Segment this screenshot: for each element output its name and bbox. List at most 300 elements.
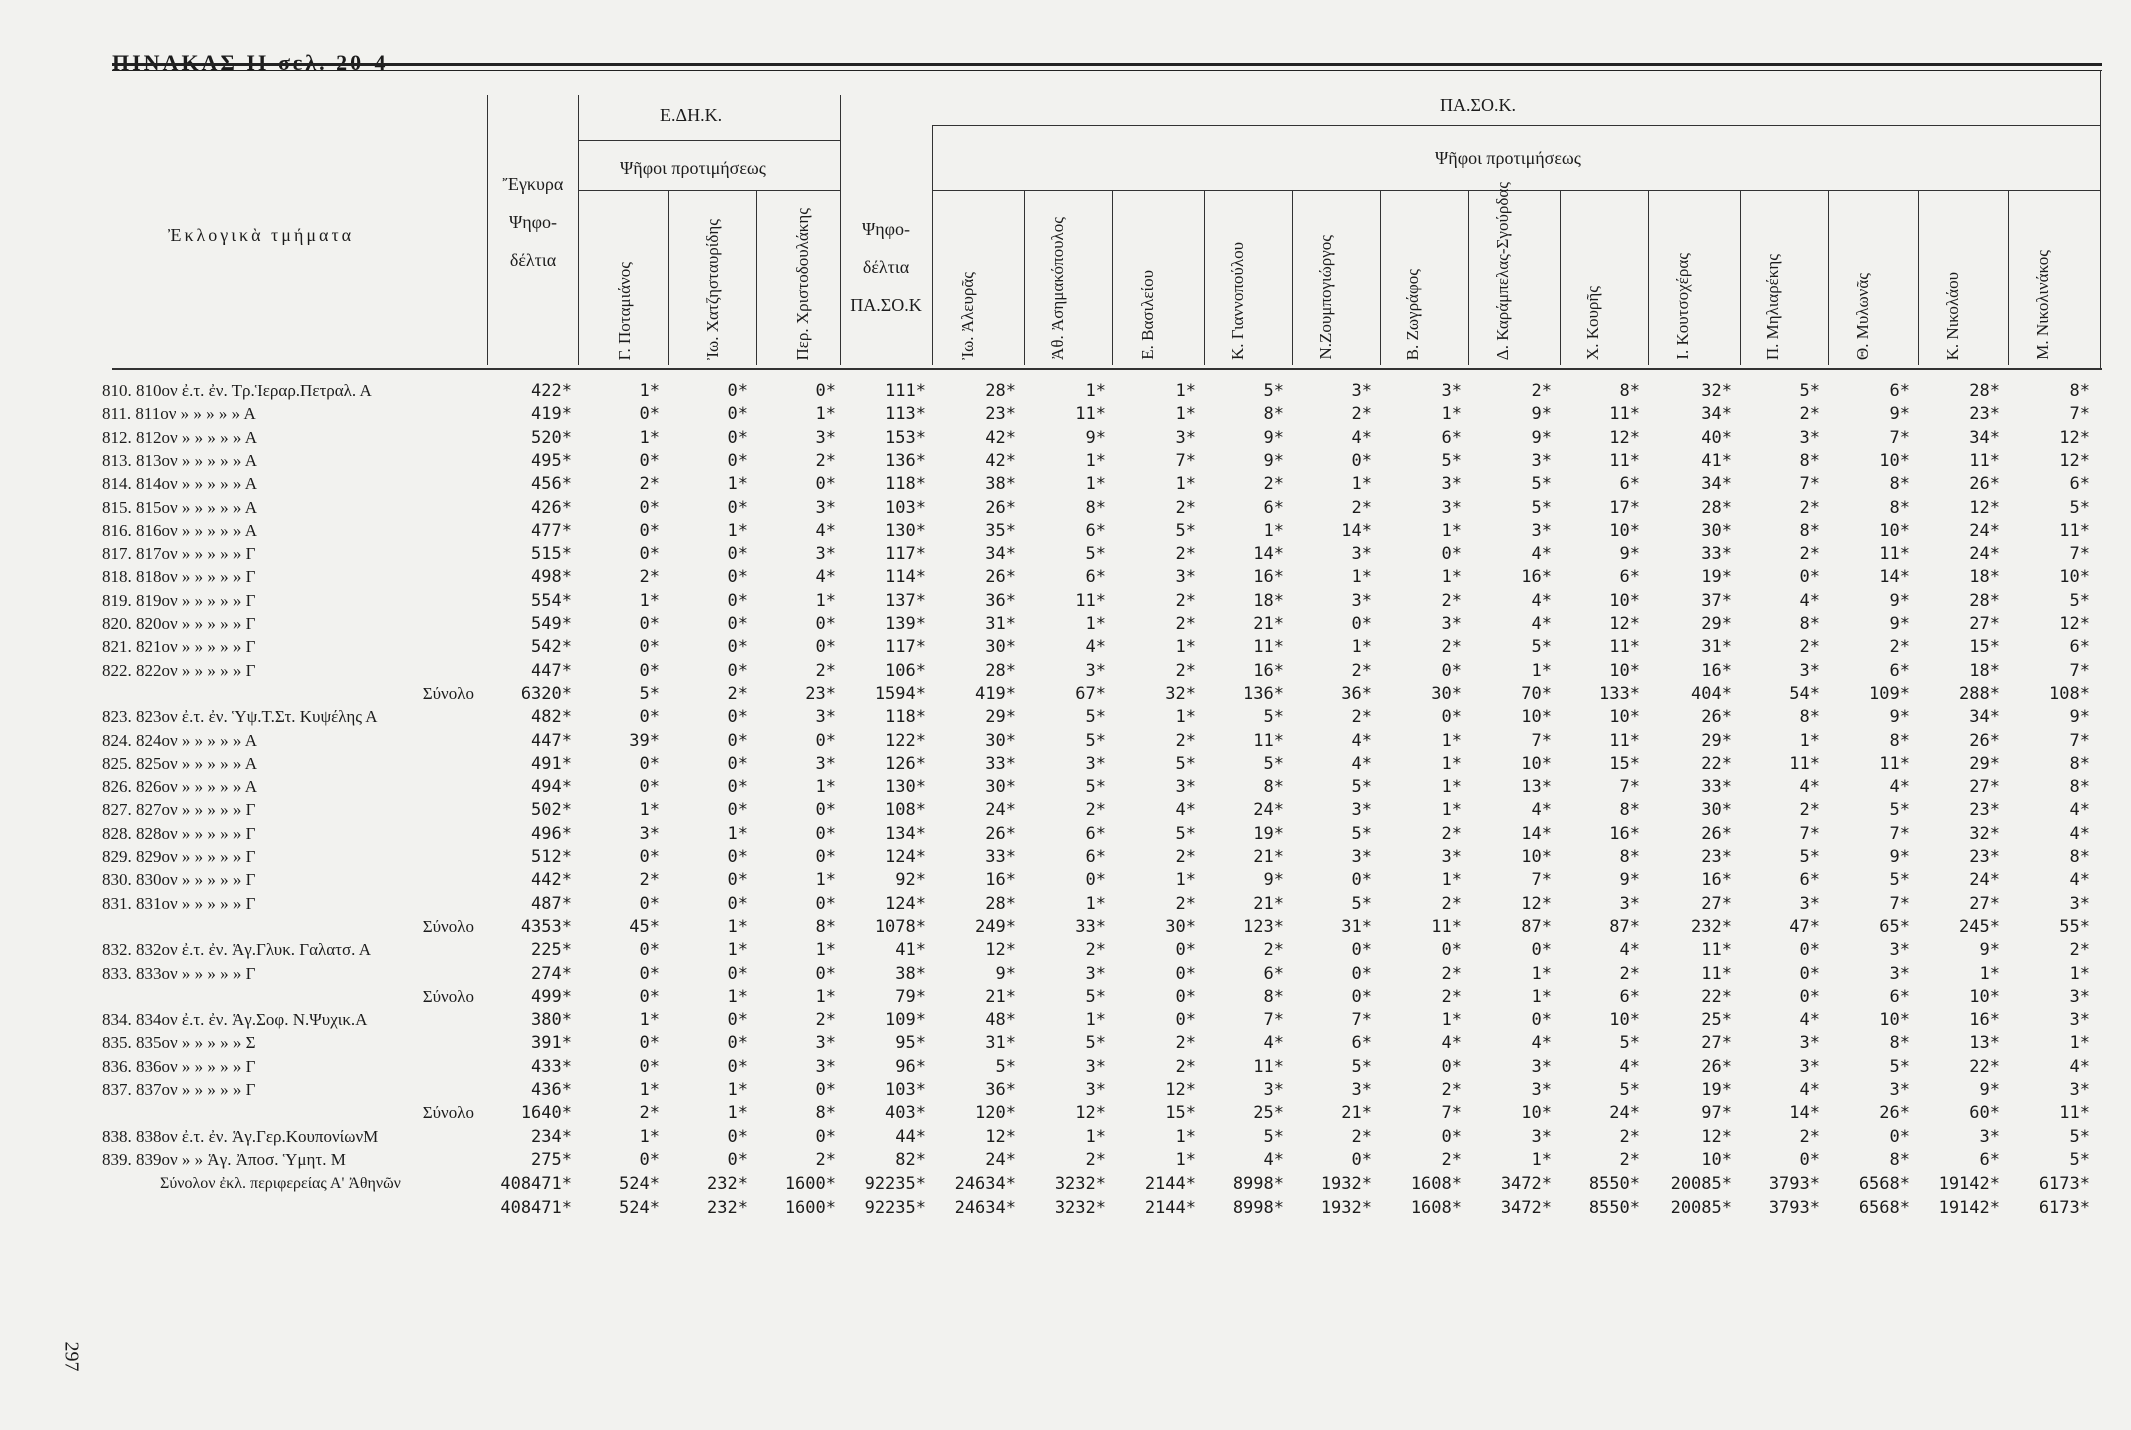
table-cell: 3* xyxy=(1799,428,1820,448)
table-cell: 0* xyxy=(1889,1127,1910,1147)
candidate-header: Ἰω. Χατζησταυρίδης xyxy=(703,219,722,360)
table-cell: 9* xyxy=(1531,428,1552,448)
table-cell: 0* xyxy=(727,591,748,611)
row-label: 817. 817ον » » » » » Γ xyxy=(102,544,256,563)
table-cell: 10* xyxy=(1609,1010,1640,1030)
candidate-header: Χ. Κουρῆς xyxy=(1583,285,1602,360)
table-cell: 0* xyxy=(727,870,748,890)
table-cell: 8* xyxy=(1263,987,1284,1007)
table-cell: 4* xyxy=(1531,614,1552,634)
table-cell: 1* xyxy=(1175,707,1196,727)
table-cell: 2* xyxy=(1799,800,1820,820)
table-cell: 2* xyxy=(1175,1033,1196,1053)
table-cell: 9* xyxy=(1889,707,1910,727)
table-cell: 1600* xyxy=(784,1174,836,1194)
table-cell: 442* xyxy=(531,870,572,890)
row-label: 813. 813ον » » » » » Α xyxy=(102,451,258,470)
table-cell: 1* xyxy=(1441,1010,1462,1030)
table-cell: 482* xyxy=(531,707,572,727)
table-cell: 1* xyxy=(727,521,748,541)
table-cell: 2* xyxy=(1175,731,1196,751)
table-cell: 496* xyxy=(531,824,572,844)
table-cell: 19* xyxy=(1701,567,1732,587)
party1-header: Ε.ΔΗ.Κ. xyxy=(660,105,723,125)
table-row xyxy=(0,403,2131,425)
table-cell: 2* xyxy=(1441,1150,1462,1170)
table-cell: 10* xyxy=(1701,1150,1732,1170)
table-cell: 3* xyxy=(2069,1010,2090,1030)
table-cell: 32* xyxy=(1165,684,1196,704)
table-cell: 3* xyxy=(1799,1057,1820,1077)
table-row xyxy=(0,590,2131,612)
table-cell: 5* xyxy=(1085,707,1106,727)
subtotal-row xyxy=(0,916,2131,938)
table-cell: 21* xyxy=(1253,847,1284,867)
table-cell: 45* xyxy=(629,917,660,937)
table-cell: 0* xyxy=(727,1127,748,1147)
table-cell: 126* xyxy=(885,754,926,774)
table-cell: 1* xyxy=(815,777,836,797)
table-cell: 3* xyxy=(815,754,836,774)
table-cell: 2* xyxy=(815,451,836,471)
table-cell: 21* xyxy=(1253,614,1284,634)
table-cell: 3232* xyxy=(1054,1174,1106,1194)
table-cell: 0* xyxy=(639,661,660,681)
candidate-header: Θ. Μυλωνᾶς xyxy=(1853,272,1872,360)
table-cell: 103* xyxy=(885,1080,926,1100)
row-label: 839. 839ον » » Ἁγ. Ἀποσ. Ὑμητ. Μ xyxy=(102,1150,346,1169)
table-cell: 7* xyxy=(2069,404,2090,424)
table-cell: 8* xyxy=(2069,381,2090,401)
table-cell: 124* xyxy=(885,847,926,867)
table-cell: 22* xyxy=(1701,987,1732,1007)
candidate-header: Ν.Ζουμπογιώργος xyxy=(1316,235,1335,360)
table-cell: 0* xyxy=(1175,987,1196,1007)
table-cell: 0* xyxy=(727,731,748,751)
table-cell: 0* xyxy=(727,637,748,657)
candidate-header: Π. Μηλιαρέκης xyxy=(1763,253,1782,360)
table-cell: 26* xyxy=(1969,474,2000,494)
table-cell: 38* xyxy=(985,474,1016,494)
table-cell: 27* xyxy=(1701,1033,1732,1053)
table-cell: 1* xyxy=(1351,567,1372,587)
table-cell: 12* xyxy=(985,1127,1016,1147)
table-cell: 3* xyxy=(1085,1080,1106,1100)
table-cell: 0* xyxy=(1085,870,1106,890)
table-cell: 3* xyxy=(1085,964,1106,984)
table-cell: 27* xyxy=(1969,777,2000,797)
table-cell: 9* xyxy=(1979,1080,2000,1100)
table-cell: 2* xyxy=(1085,940,1106,960)
table-row xyxy=(0,520,2131,542)
table-cell: 1* xyxy=(1085,1010,1106,1030)
row-label: 811. 811ον » » » » » Α xyxy=(102,404,256,423)
table-cell: 8* xyxy=(1619,847,1640,867)
table-cell: 42* xyxy=(985,428,1016,448)
table-cell: 1* xyxy=(1351,637,1372,657)
table-cell: 1* xyxy=(1441,404,1462,424)
table-cell: 24* xyxy=(1969,521,2000,541)
table-cell: 10* xyxy=(1609,591,1640,611)
table-cell: 7* xyxy=(2069,731,2090,751)
table-cell: 10* xyxy=(1879,521,1910,541)
candidate-header: Ε. Βασιλείου xyxy=(1138,270,1157,360)
grand-total-row xyxy=(0,1172,2131,1196)
table-cell: 23* xyxy=(1969,404,2000,424)
table-cell: 19142* xyxy=(1938,1174,2000,1194)
table-cell: 25* xyxy=(1253,1103,1284,1123)
table-cell: 32* xyxy=(1969,824,2000,844)
table-cell: 26* xyxy=(985,567,1016,587)
table-cell: 2* xyxy=(1799,1127,1820,1147)
table-cell: 33* xyxy=(1075,917,1106,937)
table-row xyxy=(0,660,2131,682)
table-cell: 9* xyxy=(1263,870,1284,890)
table-cell: 6* xyxy=(1085,847,1106,867)
table-cell: 23* xyxy=(1701,847,1732,867)
table-cell: 8* xyxy=(1619,381,1640,401)
table-cell: 11* xyxy=(1701,964,1732,984)
table-cell: 7* xyxy=(1799,824,1820,844)
table-cell: 4* xyxy=(1085,637,1106,657)
table-cell: 1* xyxy=(815,940,836,960)
table-cell: 1932* xyxy=(1320,1198,1372,1218)
table-cell: 47* xyxy=(1789,917,1820,937)
table-row xyxy=(0,543,2131,565)
row-label: 828. 828ον » » » » » Γ xyxy=(102,824,256,843)
table-cell: 1* xyxy=(1175,381,1196,401)
table-cell: 16* xyxy=(1969,1010,2000,1030)
table-cell: 477* xyxy=(531,521,572,541)
table-cell: 30* xyxy=(1165,917,1196,937)
table-cell: 8998* xyxy=(1232,1198,1284,1218)
table-cell: 7* xyxy=(2069,544,2090,564)
table-cell: 1078* xyxy=(874,917,926,937)
table-cell: 3* xyxy=(1531,521,1552,541)
top-rule xyxy=(112,63,2102,66)
table-cell: 26* xyxy=(1879,1103,1910,1123)
table-cell: 3* xyxy=(815,1033,836,1053)
table-cell: 5* xyxy=(1085,1033,1106,1053)
table-cell: 0* xyxy=(815,800,836,820)
table-cell: 6173* xyxy=(2038,1198,2090,1218)
table-cell: 2* xyxy=(1889,637,1910,657)
table-cell: 11* xyxy=(1609,731,1640,751)
table-cell: 24634* xyxy=(954,1174,1016,1194)
table-cell: 20085* xyxy=(1670,1174,1732,1194)
table-cell: 408471* xyxy=(500,1198,572,1218)
table-cell: 288* xyxy=(1959,684,2000,704)
table-cell: 1640* xyxy=(520,1103,572,1123)
table-cell: 3* xyxy=(1351,544,1372,564)
table-cell: 41* xyxy=(1701,451,1732,471)
table-cell: 60* xyxy=(1969,1103,2000,1123)
table-cell: 5* xyxy=(1531,498,1552,518)
table-cell: 1* xyxy=(639,1127,660,1147)
table-cell: 5* xyxy=(2069,591,2090,611)
table-cell: 1600* xyxy=(784,1198,836,1218)
table-cell: 7* xyxy=(1441,1103,1462,1123)
table-cell: 5* xyxy=(1619,1033,1640,1053)
table-cell: 5* xyxy=(1263,381,1284,401)
table-cell: 4* xyxy=(1799,591,1820,611)
table-cell: 2* xyxy=(639,567,660,587)
table-cell: 1608* xyxy=(1410,1174,1462,1194)
table-cell: 5* xyxy=(1175,521,1196,541)
table-cell: 11* xyxy=(1969,451,2000,471)
table-cell: 0* xyxy=(639,847,660,867)
table-cell: 4* xyxy=(1799,777,1820,797)
table-cell: 44* xyxy=(895,1127,926,1147)
table-cell: 26* xyxy=(1701,824,1732,844)
table-cell: 3* xyxy=(1085,754,1106,774)
table-cell: 33* xyxy=(985,754,1016,774)
table-cell: 29* xyxy=(985,707,1016,727)
table-cell: 2* xyxy=(1441,987,1462,1007)
table-cell: 19142* xyxy=(1938,1198,2000,1218)
table-cell: 21* xyxy=(1341,1103,1372,1123)
table-cell: 19* xyxy=(1253,824,1284,844)
table-cell: 9* xyxy=(1889,404,1910,424)
table-cell: 9* xyxy=(1889,614,1910,634)
table-cell: 5* xyxy=(639,684,660,704)
table-cell: 3* xyxy=(1619,894,1640,914)
table-cell: 10* xyxy=(2059,567,2090,587)
table-row xyxy=(0,1079,2131,1101)
table-cell: 8* xyxy=(1263,404,1284,424)
table-cell: 35* xyxy=(985,521,1016,541)
table-cell: 524* xyxy=(619,1198,660,1218)
table-cell: 41* xyxy=(895,940,926,960)
table-cell: 3* xyxy=(1175,777,1196,797)
table-cell: 0* xyxy=(639,940,660,960)
table-cell: 447* xyxy=(531,661,572,681)
table-cell: 28* xyxy=(985,894,1016,914)
table-cell: 8* xyxy=(1619,800,1640,820)
table-cell: 29* xyxy=(1701,731,1732,751)
table-cell: 6568* xyxy=(1858,1198,1910,1218)
table-cell: 1* xyxy=(2069,1033,2090,1053)
table-cell: 10* xyxy=(1521,1103,1552,1123)
table-cell: 3* xyxy=(1085,1057,1106,1077)
table-cell: 2* xyxy=(1175,894,1196,914)
table-cell: 8998* xyxy=(1232,1174,1284,1194)
table-cell: 67* xyxy=(1075,684,1106,704)
table-cell: 4* xyxy=(815,567,836,587)
table-cell: 0* xyxy=(815,474,836,494)
table-cell: 8* xyxy=(815,1103,836,1123)
table-cell: 153* xyxy=(885,428,926,448)
table-cell: 0* xyxy=(639,404,660,424)
table-cell: 11* xyxy=(1253,637,1284,657)
table-cell: 12* xyxy=(1969,498,2000,518)
table-cell: 1* xyxy=(1441,567,1462,587)
table-cell: 1* xyxy=(1085,1127,1106,1147)
table-cell: 39* xyxy=(629,731,660,751)
table-cell: 4* xyxy=(1889,777,1910,797)
table-cell: 5* xyxy=(1263,1127,1284,1147)
table-cell: 33* xyxy=(985,847,1016,867)
table-cell: 4* xyxy=(1531,591,1552,611)
table-cell: 11* xyxy=(1075,591,1106,611)
table-row xyxy=(0,473,2131,495)
table-cell: 408471* xyxy=(500,1174,572,1194)
table-cell: 3* xyxy=(1799,661,1820,681)
table-cell: 1* xyxy=(2069,964,2090,984)
table-cell: 2* xyxy=(1351,498,1372,518)
table-cell: 11* xyxy=(1879,754,1910,774)
table-cell: 3* xyxy=(815,707,836,727)
table-cell: 12* xyxy=(1701,1127,1732,1147)
table-cell: 495* xyxy=(531,451,572,471)
table-cell: 12* xyxy=(2059,451,2090,471)
table-cell: 6* xyxy=(1085,824,1106,844)
table-cell: 0* xyxy=(815,614,836,634)
table-cell: 21* xyxy=(1253,894,1284,914)
table-cell: 3* xyxy=(1441,847,1462,867)
table-cell: 28* xyxy=(1701,498,1732,518)
table-cell: 122* xyxy=(885,731,926,751)
table-cell: 3* xyxy=(815,428,836,448)
table-row xyxy=(0,823,2131,845)
table-cell: 499* xyxy=(531,987,572,1007)
table-cell: 3* xyxy=(1531,1057,1552,1077)
table-cell: 12* xyxy=(1521,894,1552,914)
table-cell: 55* xyxy=(2059,917,2090,937)
party2-header: ΠΑ.ΣΟ.Κ. xyxy=(1440,95,1516,115)
table-cell: 6* xyxy=(1619,567,1640,587)
table-cell: 4* xyxy=(2069,1057,2090,1077)
table-cell: 2* xyxy=(1799,544,1820,564)
table-cell: 24* xyxy=(985,800,1016,820)
table-cell: 9* xyxy=(1085,428,1106,448)
table-cell: 16* xyxy=(1253,661,1284,681)
table-cell: 9* xyxy=(1619,870,1640,890)
table-cell: 24* xyxy=(1609,1103,1640,1123)
table-cell: 2* xyxy=(1263,940,1284,960)
table-cell: 9* xyxy=(1889,591,1910,611)
table-cell: 31* xyxy=(1701,637,1732,657)
table-cell: 0* xyxy=(1351,614,1372,634)
table-cell: 6* xyxy=(1263,964,1284,984)
table-cell: 0* xyxy=(1799,964,1820,984)
table-cell: 139* xyxy=(885,614,926,634)
table-cell: 24* xyxy=(1969,870,2000,890)
table-cell: 3232* xyxy=(1054,1198,1106,1218)
table-cell: 3793* xyxy=(1768,1174,1820,1194)
subtotal-label: Σύνολο xyxy=(422,987,474,1006)
table-cell: 23* xyxy=(985,404,1016,424)
table-cell: 8550* xyxy=(1588,1198,1640,1218)
table-cell: 0* xyxy=(727,1010,748,1030)
table-cell: 487* xyxy=(531,894,572,914)
table-cell: 515* xyxy=(531,544,572,564)
table-cell: 0* xyxy=(1351,1150,1372,1170)
table-cell: 0* xyxy=(1351,451,1372,471)
table-cell: 11* xyxy=(1609,451,1640,471)
table-cell: 2* xyxy=(1351,404,1372,424)
table-cell: 403* xyxy=(885,1103,926,1123)
table-cell: 22* xyxy=(1701,754,1732,774)
table-cell: 1* xyxy=(639,800,660,820)
table-cell: 3* xyxy=(815,544,836,564)
table-cell: 2* xyxy=(1799,637,1820,657)
table-cell: 118* xyxy=(885,474,926,494)
table-cell: 79* xyxy=(895,987,926,1007)
table-cell: 6* xyxy=(1619,987,1640,1007)
table-cell: 29* xyxy=(1701,614,1732,634)
table-cell: 1* xyxy=(639,428,660,448)
table-cell: 0* xyxy=(727,661,748,681)
table-cell: 1* xyxy=(727,940,748,960)
table-cell: 42* xyxy=(985,451,1016,471)
table-cell: 1* xyxy=(1799,731,1820,751)
table-cell: 2* xyxy=(1351,707,1372,727)
table-cell: 36* xyxy=(985,591,1016,611)
table-cell: 27* xyxy=(1969,614,2000,634)
table-cell: 554* xyxy=(531,591,572,611)
table-cell: 9* xyxy=(995,964,1016,984)
table-cell: 0* xyxy=(639,964,660,984)
table-cell: 0* xyxy=(1175,940,1196,960)
table-cell: 0* xyxy=(1799,987,1820,1007)
table-cell: 26* xyxy=(1969,731,2000,751)
table-cell: 2* xyxy=(727,684,748,704)
table-cell: 245* xyxy=(1959,917,2000,937)
table-cell: 27* xyxy=(1701,894,1732,914)
table-cell: 6320* xyxy=(520,684,572,704)
table-cell: 5* xyxy=(1175,824,1196,844)
table-cell: 4* xyxy=(2069,870,2090,890)
table-cell: 4* xyxy=(1351,754,1372,774)
table-cell: 0* xyxy=(639,544,660,564)
table-cell: 16* xyxy=(1701,870,1732,890)
table-row xyxy=(0,893,2131,915)
table-cell: 16* xyxy=(1701,661,1732,681)
table-cell: 136* xyxy=(1243,684,1284,704)
table-cell: 2* xyxy=(1351,1127,1372,1147)
table-row xyxy=(0,1032,2131,1054)
row-label: 833. 833ον » » » » » Γ xyxy=(102,964,256,983)
table-row xyxy=(0,427,2131,449)
table-cell: 524* xyxy=(619,1174,660,1194)
table-cell: 1* xyxy=(1085,474,1106,494)
table-cell: 0* xyxy=(815,847,836,867)
table-cell: 4* xyxy=(815,521,836,541)
table-cell: 0* xyxy=(1351,870,1372,890)
table-cell: 0* xyxy=(1531,940,1552,960)
table-cell: 7* xyxy=(2069,661,2090,681)
table-cell: 6173* xyxy=(2038,1174,2090,1194)
table-cell: 3* xyxy=(1351,847,1372,867)
table-cell: 1* xyxy=(1175,637,1196,657)
table-cell: 6* xyxy=(1351,1033,1372,1053)
table-cell: 1* xyxy=(1441,731,1462,751)
row-label: 824. 824ον » » » » » Α xyxy=(102,731,258,750)
table-cell: 0* xyxy=(639,777,660,797)
table-cell: 2* xyxy=(1619,1150,1640,1170)
table-row xyxy=(0,939,2131,961)
table-cell: 114* xyxy=(885,567,926,587)
table-cell: 10* xyxy=(1609,521,1640,541)
table-cell: 30* xyxy=(1701,521,1732,541)
table-cell: 2* xyxy=(1175,661,1196,681)
table-cell: 2* xyxy=(1175,614,1196,634)
table-cell: 0* xyxy=(727,428,748,448)
table-cell: 426* xyxy=(531,498,572,518)
table-cell: 15* xyxy=(1165,1103,1196,1123)
table-cell: 10* xyxy=(1879,451,1910,471)
